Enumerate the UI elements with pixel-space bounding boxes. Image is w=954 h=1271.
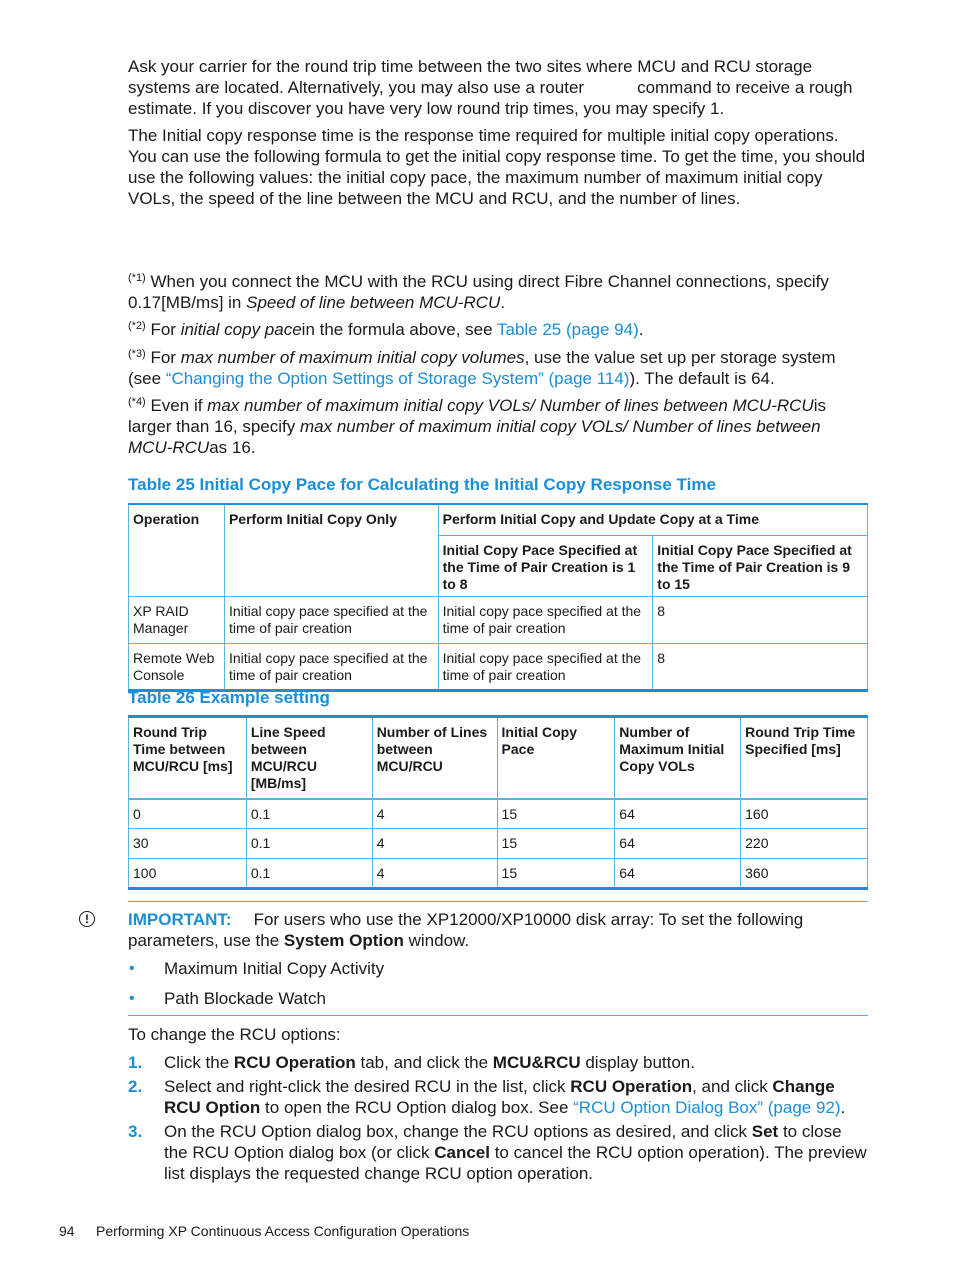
table-25-header-initial-and-update: Perform Initial Copy and Update Copy at a Time xyxy=(438,504,867,535)
table-cell: Initial copy pace specified at the time of pair creation xyxy=(224,596,438,643)
table-25-subheader-9-to-15: Initial Copy Pace Specified at the Time of Pair Creation is 9 to 15 xyxy=(653,535,868,596)
table-26-header: Line Speed between MCU/RCU [MB/ms] xyxy=(246,717,372,799)
storage-option-settings-link[interactable]: “Changing the Option Settings of Storage System” (page 114) xyxy=(165,369,630,388)
list-item: 3. On the RCU Option dialog box, change the RCU options as desired, and click Set to close the RCU Option dialog box (or click Cancel to cancel the RCU option operation). The preview list displays the requested change RCU option operation. xyxy=(128,1122,867,1183)
intro-paragraph-2: The Initial copy response time is the response time required for multiple initial copy operations. You can use the following formula to get the initial copy response time. To get the time, you should use the following values: the initial copy pace, the maximum number of maximum initial copy VOLs, the speed of the line between the MCU and RCU, and the number of lines. xyxy=(128,126,866,208)
footer-title: Performing XP Continuous Access Configuration Operations xyxy=(96,1223,470,1239)
step-number: 1. xyxy=(128,1053,143,1072)
table-cell: 0.1 xyxy=(246,799,372,829)
note-2: $^{(*2)}$ For initial copy pacein the formula above, see Table 25 (page 94). xyxy=(128,320,644,339)
notes-section xyxy=(128,271,868,458)
note-4: $^{(*4)}$ Even if max number of maximum initial copy VOLs/ Number of lines between MCU-RCUis larger than 16, specify max number of maximum initial copy VOLs/ Number of lines between MCU-RCUas 16. xyxy=(128,396,826,457)
table-cell: Initial copy pace specified at the time of pair creation xyxy=(438,643,653,690)
table-26-caption: Table 26 Example setting xyxy=(128,688,330,707)
table-cell: 4 xyxy=(372,799,497,829)
table-cell: 64 xyxy=(615,859,741,889)
table-cell: 4 xyxy=(372,859,497,889)
bullet-icon: • xyxy=(129,990,135,1007)
important-exclamation-icon: ! xyxy=(79,911,95,927)
table-26-header: Number of Maximum Initial Copy VOLs xyxy=(615,717,741,799)
table-25-link[interactable]: Table 25 (page 94) xyxy=(496,320,639,339)
table-cell: 360 xyxy=(741,859,868,889)
table-row xyxy=(129,643,868,690)
table-cell: Initial copy pace specified at the time of pair creation xyxy=(438,596,653,643)
table-cell: 160 xyxy=(741,799,868,829)
list-item: • Maximum Initial Copy Activity xyxy=(129,959,385,978)
step-number: 3. xyxy=(128,1122,143,1141)
table-cell: 8 xyxy=(653,596,868,643)
table-cell: 15 xyxy=(497,799,615,829)
table-row xyxy=(129,596,868,643)
table-row xyxy=(129,859,868,889)
page-number: 94 xyxy=(59,1223,75,1239)
list-item: • Path Blockade Watch xyxy=(129,989,326,1008)
procedure-steps xyxy=(128,1052,868,1184)
table-26-container xyxy=(128,715,868,890)
bullet-icon: • xyxy=(129,960,135,977)
table-row xyxy=(129,799,868,829)
table-26-header: Round Trip Time between MCU/RCU [ms] xyxy=(129,717,247,799)
table-cell: 0.1 xyxy=(246,829,372,859)
table-25-caption: Table 25 Initial Copy Pace for Calculating the Initial Copy Response Time xyxy=(128,475,716,494)
note-3: $^{(*3)}$ For max number of maximum initial copy volumes, use the value set up per storage system (see “Changing the Option Settings of Storage System” (page 114)). The default is 64. xyxy=(128,348,836,388)
list-item: 1. Click the RCU Operation tab, and click the MCU&RCU display button. xyxy=(128,1053,695,1072)
intro-paragraph-1: Ask your carrier for the round trip time between the two sites where MCU and RCU storage systems are located. Alternatively, you may also use a router command to receive a rough estimate. If you discover you have very low round trip times, you may specify 1. xyxy=(128,57,853,118)
table-25-subheader-1-to-8: Initial Copy Pace Specified at the Time of Pair Creation is 1 to 8 xyxy=(438,535,653,596)
table-25 xyxy=(128,503,868,692)
note-1: $^{(*1)}$ When you connect the MCU with the RCU using direct Fibre Channel connections, specify 0.17[MB/ms] in Speed of line between MCU-RCU. xyxy=(128,272,829,312)
list-item: 2. Select and right-click the desired RCU in the list, click RCU Operation, and click Change RCU Option to open the RCU Option dialog box. See “RCU Option Dialog Box” (page 92). xyxy=(128,1077,846,1117)
table-cell: 0 xyxy=(129,799,247,829)
intro-section xyxy=(128,56,868,209)
step-number: 2. xyxy=(128,1077,143,1096)
table-row xyxy=(129,829,868,859)
table-25-header-initial-only: Perform Initial Copy Only xyxy=(224,504,438,596)
table-cell: XP RAID Manager xyxy=(129,596,225,643)
table-26-header: Round Trip Time Specified [ms] xyxy=(741,717,868,799)
table-cell: Initial copy pace specified at the time of pair creation xyxy=(224,643,438,690)
table-cell: 100 xyxy=(129,859,247,889)
table-cell: Remote Web Console xyxy=(129,643,225,690)
table-cell: 15 xyxy=(497,829,615,859)
table-cell: 30 xyxy=(129,829,247,859)
table-cell: 0.1 xyxy=(246,859,372,889)
table-cell: 220 xyxy=(741,829,868,859)
important-label: IMPORTANT: xyxy=(128,910,232,929)
procedure-intro: To change the RCU options: xyxy=(128,1025,341,1044)
table-26-header: Initial Copy Pace xyxy=(497,717,615,799)
table-cell: 15 xyxy=(497,859,615,889)
important-note xyxy=(128,909,868,1018)
table-25-container xyxy=(128,503,868,692)
rcu-option-dialog-link[interactable]: “RCU Option Dialog Box” (page 92) xyxy=(573,1098,841,1117)
important-text: IMPORTANT: For users who use the XP12000/XP10000 disk array: To set the following parameters, use the System Option window. xyxy=(128,910,804,950)
table-26-header: Number of Lines between MCU/RCU xyxy=(372,717,497,799)
table-cell: 4 xyxy=(372,829,497,859)
important-bottom-rule xyxy=(128,1015,868,1016)
table-cell: 64 xyxy=(615,829,741,859)
important-bullet-list xyxy=(128,958,868,1009)
procedure-section xyxy=(128,1024,868,1187)
important-top-rule xyxy=(128,901,868,902)
table-25-header-operation: Operation xyxy=(129,504,225,596)
table-26 xyxy=(128,715,868,890)
table-cell: 8 xyxy=(653,643,868,690)
table-cell: 64 xyxy=(615,799,741,829)
